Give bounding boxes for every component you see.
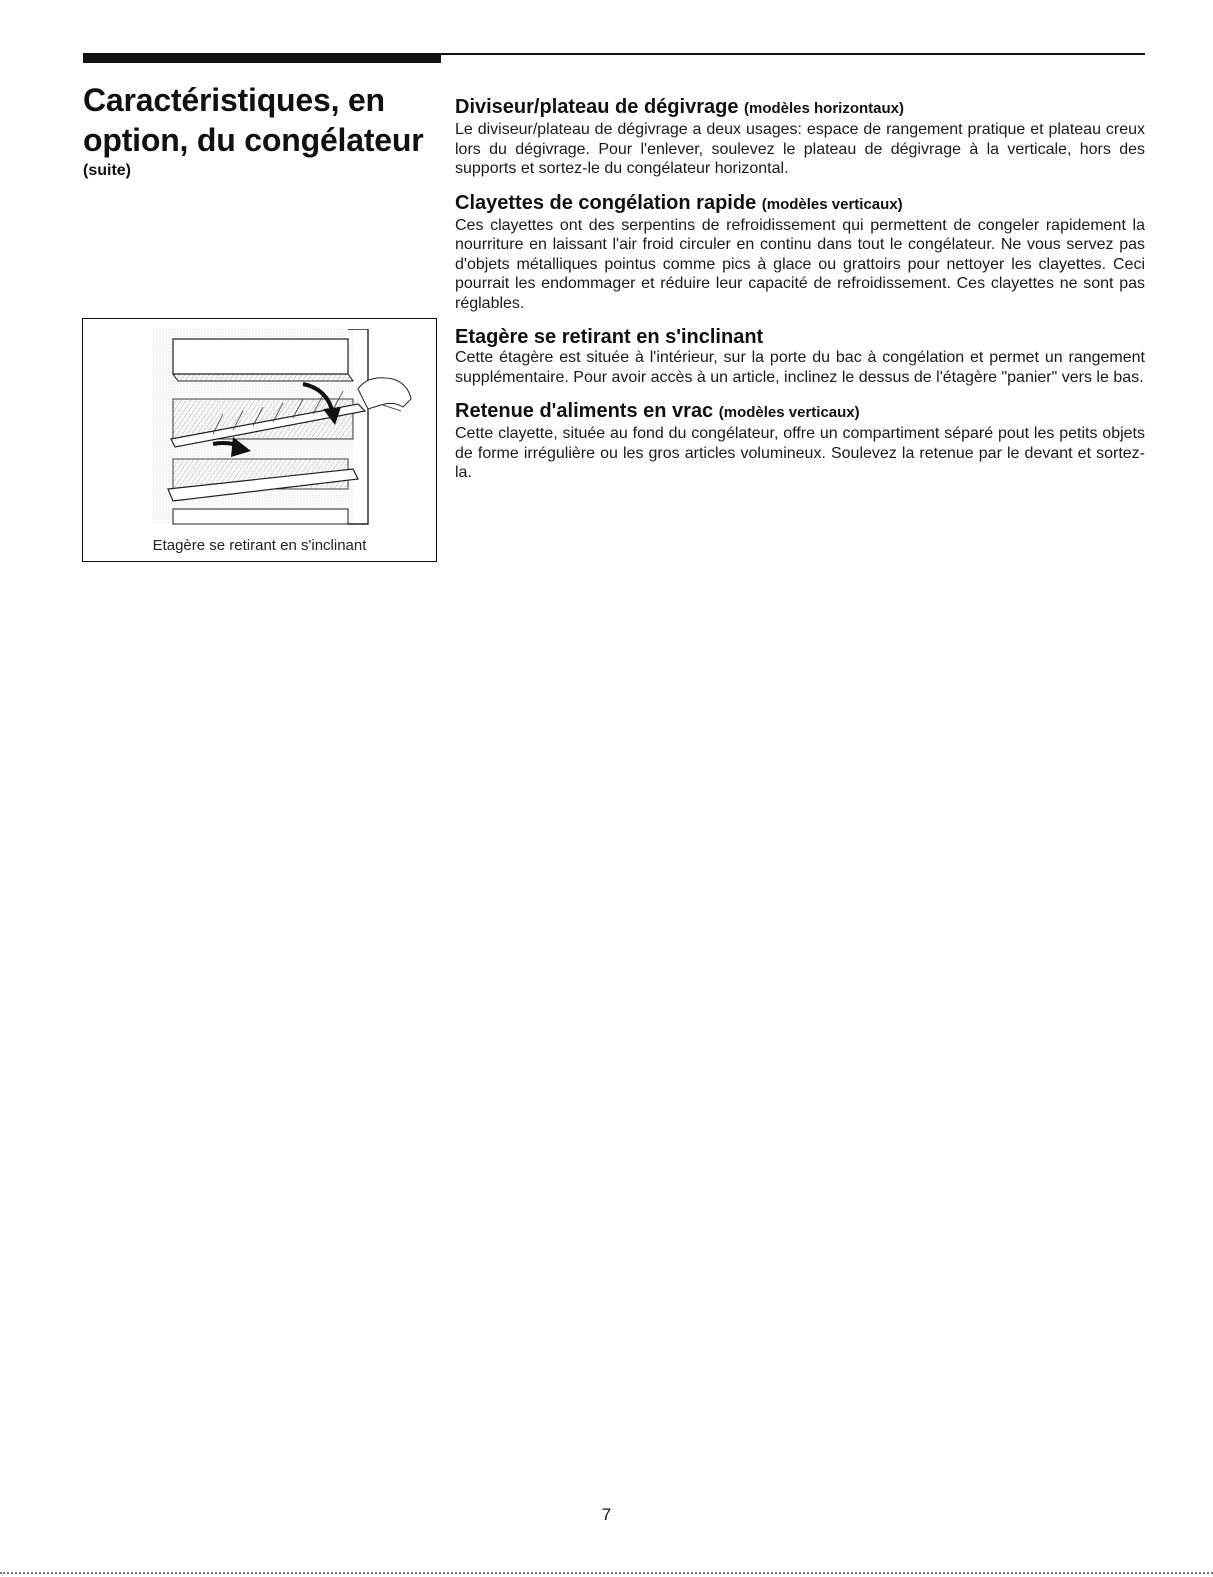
section-bulk-storage-retainer — [455, 400, 1145, 483]
section-body: Cette étagère est située à l'intérieur, sur la porte du bac à congélation et permet un rangement supplémentaire. Pour avoir accès à un article, inclinez le dessus de l'étagère "panier" vers le bas. — [455, 349, 1145, 386]
section-quick-freeze-shelves — [455, 192, 1145, 314]
section-tilt-out-shelf — [455, 326, 1145, 387]
section-heading-text: Retenue d'aliments en vrac — [455, 400, 714, 422]
section-heading-text: Etagère se retirant en s'inclinant — [455, 326, 764, 348]
bottom-scan-rule — [0, 1572, 1213, 1574]
page-title-line2: option, du congélateur — [83, 122, 424, 158]
shelf-illustration-figure — [82, 318, 437, 562]
section-defrost-divider — [455, 96, 1145, 179]
section-heading-note: (modèles verticaux) — [718, 404, 860, 421]
section-heading-text: Clayettes de congélation rapide — [455, 191, 757, 214]
header-rule-thin — [83, 53, 1145, 55]
page-title-line1: Caractéristiques, en — [83, 82, 385, 118]
section-heading-note: (modèles verticaux) — [761, 195, 903, 213]
section-body: Le diviseur/plateau de dégivrage a deux usages: espace de rangement pratique et plateau creux lors du dégivrage. Pour l'enlever, soulevez le plateau de dégivrage à la verticale, hors des supports et sortez-le du congélateur horizontal. — [455, 121, 1145, 177]
right-column — [455, 96, 1145, 496]
section-heading — [455, 192, 1145, 216]
section-body: Cette clayette, située au fond du congélateur, offre un compartiment séparé pout les petits objets de forme irrégulière ou les gros articles volumineux. Soulevez la retenue par le devant et sortez-la. — [455, 425, 1145, 481]
section-heading — [455, 96, 1145, 120]
section-body: Ces clayettes ont des serpentins de refroidissement qui permettent de congeler rapidement la nourriture en laissant l'air froid circuler en continu dans tout le congélateur. Ne vous servez pas d'objets métalliques pointus comme pics à glace ou grattoirs pour nettoyer les clayettes. Ceci pourrait les endommager et réduire leur capacité de refroidissement. Ces clayettes ne sont pas réglables. — [455, 216, 1145, 312]
page-number: 7 — [601, 1505, 612, 1524]
section-heading-note: (modèles horizontaux) — [744, 100, 905, 117]
section-heading — [455, 326, 1145, 348]
figure-caption: Etagère se retirant en s'inclinant — [152, 537, 367, 554]
section-heading-text: Diviseur/plateau de dégivrage — [455, 96, 739, 118]
page-title — [83, 80, 443, 160]
left-column — [83, 80, 443, 180]
section-heading — [455, 400, 1145, 424]
tilt-out-shelf-illustration — [153, 329, 413, 534]
page-subtitle: (suite) — [83, 162, 131, 179]
